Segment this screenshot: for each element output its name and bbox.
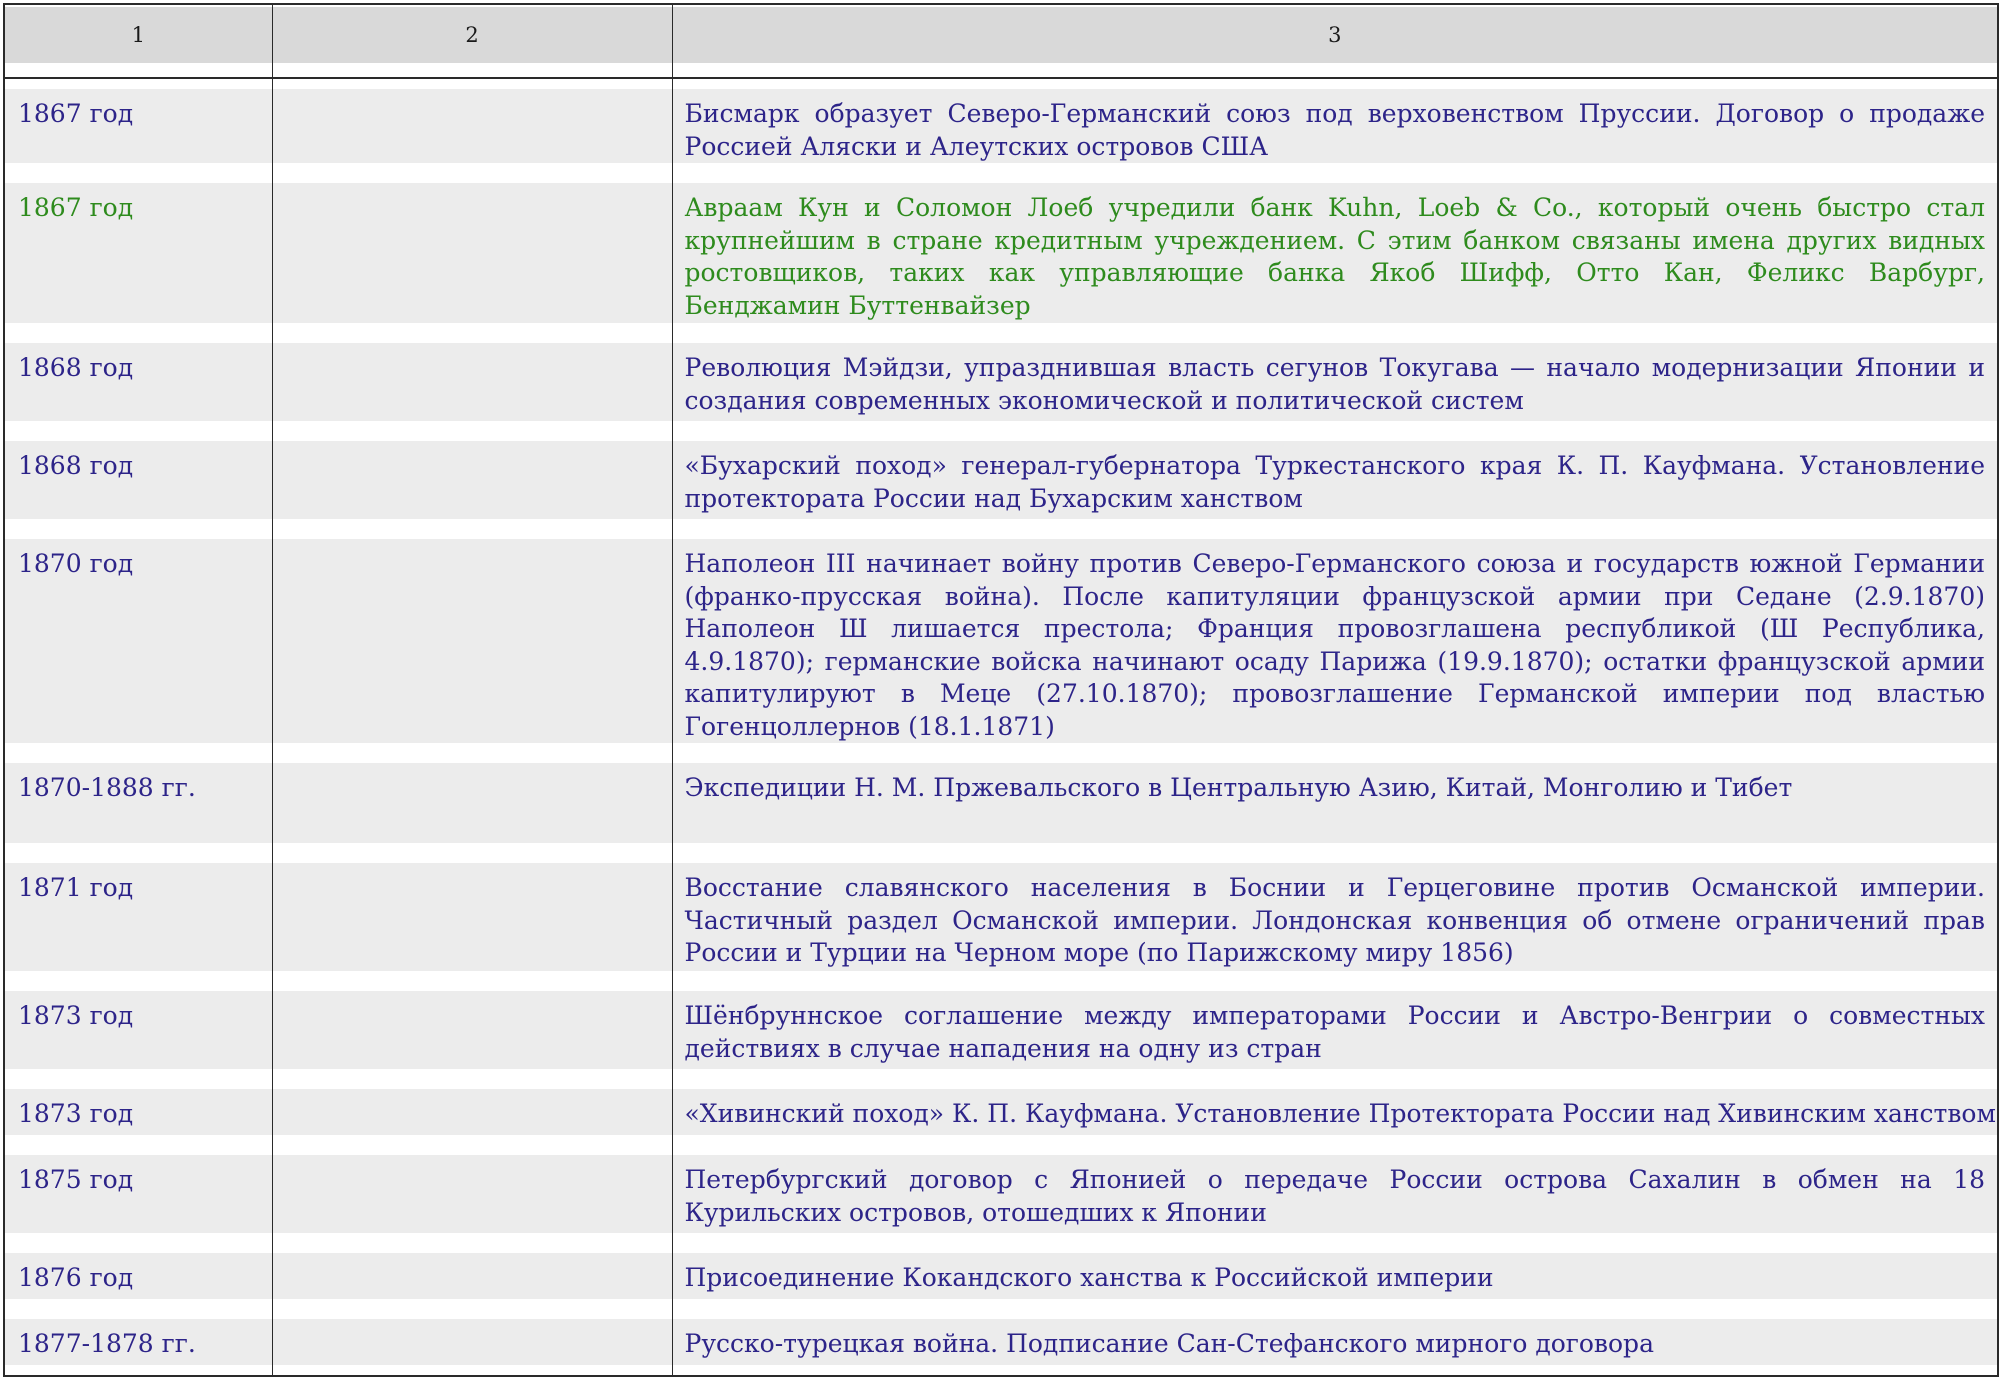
table-row	[4, 78, 1998, 173]
event-cell: Восстание славянского населения в Боснии и Герцеговине против Османской империи. Частичный раздел Османской империи. Лондонская конвенция об отмене ограничений прав России и Турции на Черном море (по Парижскому миру 1856)	[672, 853, 1998, 981]
event-cell: Русско-турецкая война. Подписание Сан-Стефанского мирного договора	[672, 1309, 1998, 1376]
date-cell: 1868 год	[4, 333, 272, 431]
event-cell: Авраам Кун и Соломон Лоеб учредили банк Kuhn, Loeb & Co., который очень быстро стал крупнейшим в стране кредитным учреждением. С этим банком связаны имена других видных ростовщиков, таких как управляющие банка Якоб Шифф, Отто Кан, Феликс Варбург, Бенджамин Буттенвайзер	[672, 173, 1998, 333]
table-row	[4, 1079, 1998, 1145]
table-row-highlighted	[4, 173, 1998, 333]
note-cell	[272, 981, 672, 1079]
table-row	[4, 529, 1998, 753]
note-cell	[272, 78, 672, 173]
table-row	[4, 981, 1998, 1079]
event-cell: Бисмарк образует Северо-Германский союз под верховенством Пруссии. Договор о продаже Россией Аляски и Алеутских островов США	[672, 78, 1998, 173]
table-row	[4, 1243, 1998, 1309]
note-cell	[272, 1243, 672, 1309]
date-cell: 1867 год	[4, 173, 272, 333]
event-cell: Революция Мэйдзи, упразднившая власть сегунов Токугава — начало модернизации Японии и создания современных экономической и политической систем	[672, 333, 1998, 431]
event-cell: Наполеон III начинает войну против Северо-Германского союза и государств южной Германии (франко-прусская война). После капитуляции французской армии при Седане (2.9.1870) Наполеон Ш лишается престола; Франция провозглашена республикой (Ш Республика, 4.9.1870); германские войска начинают осаду Парижа (19.9.1870); остатки французской армии капитулируют в Меце (27.10.1870); провозглашение Германской империи под властью Гогенцоллернов (18.1.1871)	[672, 529, 1998, 753]
event-cell: Петербургский договор с Японией о передаче России острова Сахалин в обмен на 18 Курильских островов, отошедших к Японии	[672, 1145, 1998, 1243]
note-cell	[272, 753, 672, 853]
date-cell: 1873 год	[4, 1079, 272, 1145]
note-cell	[272, 1145, 672, 1243]
table-row	[4, 853, 1998, 981]
event-cell: Шёнбруннское соглашение между императорами России и Австро-Венгрии о совместных действиях в случае нападения на одну из стран	[672, 981, 1998, 1079]
chronology-table	[3, 3, 1999, 1377]
table-row	[4, 1145, 1998, 1243]
date-cell: 1870 год	[4, 529, 272, 753]
event-cell: Присоединение Кокандского ханства к Российской империи	[672, 1243, 1998, 1309]
table-row	[4, 753, 1998, 853]
date-cell: 1867 год	[4, 78, 272, 173]
column-header-1: 1	[4, 4, 272, 78]
event-cell: «Бухарский поход» генерал-губернатора Туркестанского края К. П. Кауфмана. Установление протектората России над Бухарским ханством	[672, 431, 1998, 529]
note-cell	[272, 529, 672, 753]
note-cell	[272, 1079, 672, 1145]
date-cell: 1875 год	[4, 1145, 272, 1243]
header-row	[4, 4, 1998, 78]
column-header-3: 3	[672, 4, 1998, 78]
date-cell: 1876 год	[4, 1243, 272, 1309]
column-header-2: 2	[272, 4, 672, 78]
date-cell: 1871 год	[4, 853, 272, 981]
event-cell: Экспедиции Н. М. Пржевальского в Центральную Азию, Китай, Монголию и Тибет	[672, 753, 1998, 853]
date-cell: 1873 год	[4, 981, 272, 1079]
note-cell	[272, 1309, 672, 1376]
date-cell: 1877-1878 гг.	[4, 1309, 272, 1376]
date-cell: 1868 год	[4, 431, 272, 529]
event-cell: «Хивинский поход» К. П. Кауфмана. Установление Протектората России над Хивинским ханством	[672, 1079, 1998, 1145]
note-cell	[272, 173, 672, 333]
note-cell	[272, 431, 672, 529]
table-row	[4, 431, 1998, 529]
note-cell	[272, 333, 672, 431]
table-row	[4, 1309, 1998, 1376]
note-cell	[272, 853, 672, 981]
date-cell: 1870-1888 гг.	[4, 753, 272, 853]
table-row	[4, 333, 1998, 431]
